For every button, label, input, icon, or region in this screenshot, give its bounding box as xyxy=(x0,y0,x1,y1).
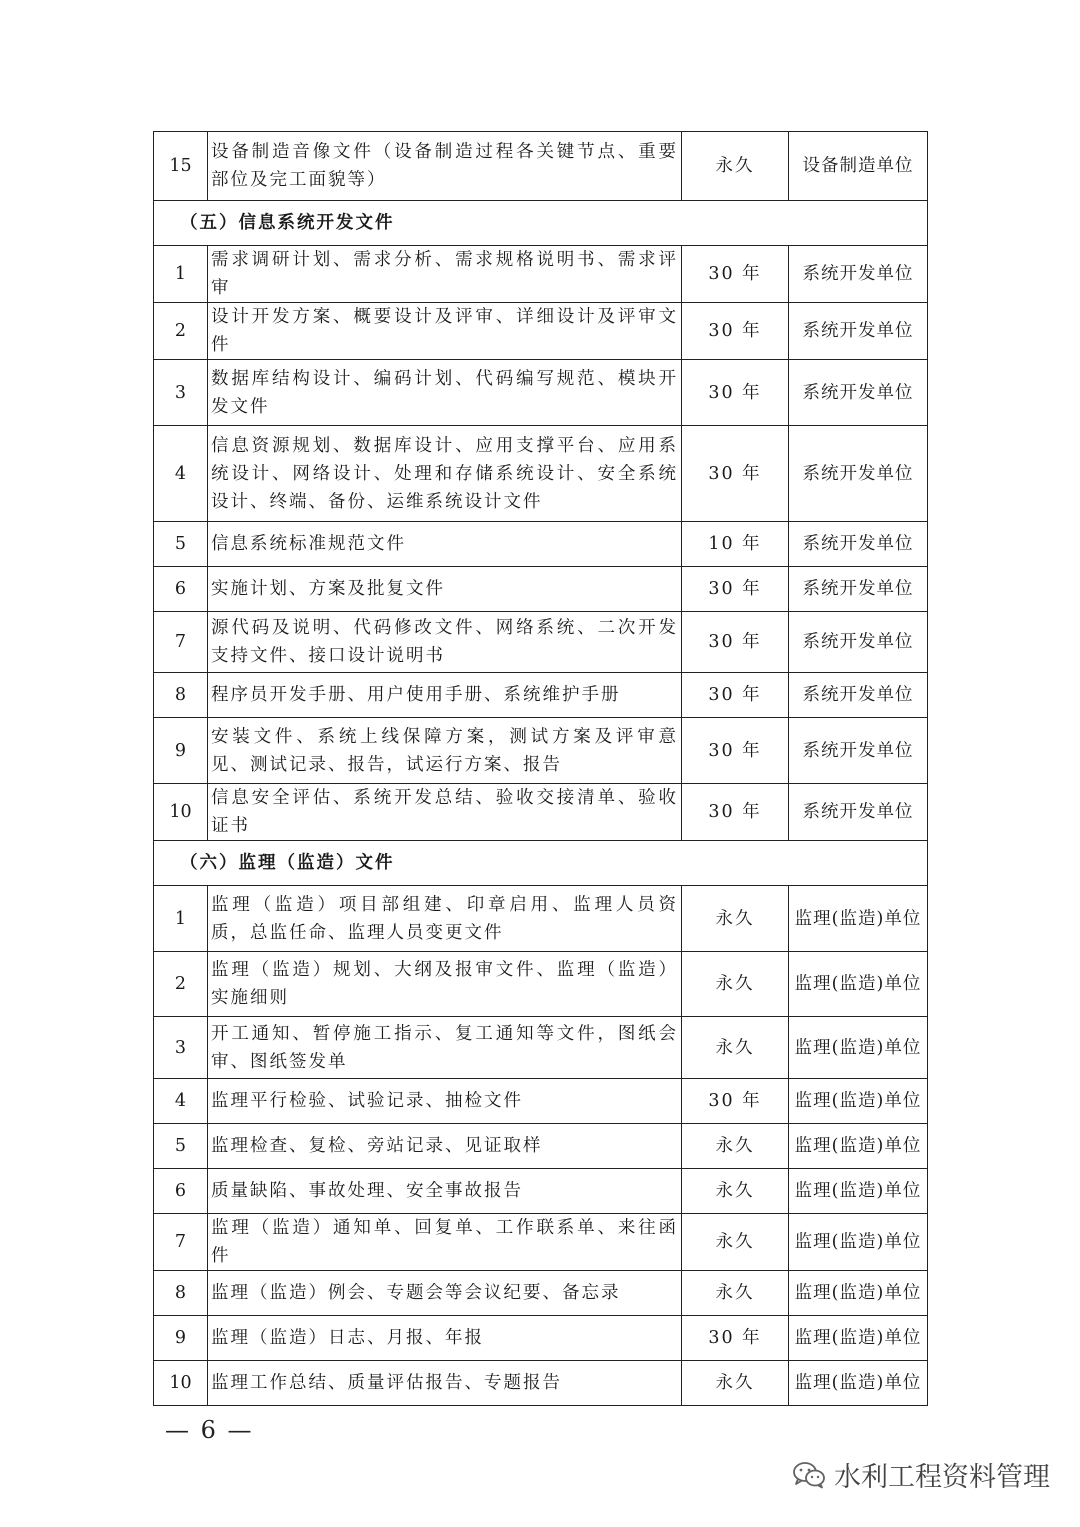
row-content: 设备制造音像文件（设备制造过程各关键节点、重要部位及完工面貌等） xyxy=(208,132,682,201)
row-content: 监理（监造）规划、大纲及报审文件、监理（监造）实施细则 xyxy=(208,952,682,1017)
row-content: 监理检查、复检、旁站记录、见证取样 xyxy=(208,1124,682,1169)
row-content: 信息资源规划、数据库设计、应用支撑平台、应用系统设计、网络设计、处理和存储系统设计、安全系统设计、终端、备份、运维系统设计文件 xyxy=(208,426,682,522)
wechat-icon xyxy=(792,1461,826,1489)
row-responsible-unit: 监理(监造)单位 xyxy=(789,1017,928,1079)
row-retention-period: 30 年 xyxy=(682,612,789,673)
table-row xyxy=(154,952,928,1017)
table-row xyxy=(154,1169,928,1214)
row-number: 5 xyxy=(154,1124,208,1169)
table-row xyxy=(154,886,928,952)
row-number: 3 xyxy=(154,360,208,426)
table-row xyxy=(154,522,928,567)
row-number: 1 xyxy=(154,246,208,303)
watermark-text: 水利工程资料管理 xyxy=(834,1462,1050,1493)
row-number: 3 xyxy=(154,1017,208,1079)
row-number: 6 xyxy=(154,567,208,612)
row-responsible-unit: 系统开发单位 xyxy=(789,784,928,841)
row-responsible-unit: 监理(监造)单位 xyxy=(789,1079,928,1124)
row-number: 4 xyxy=(154,426,208,522)
row-responsible-unit: 监理(监造)单位 xyxy=(789,1316,928,1361)
row-retention-period: 30 年 xyxy=(682,1316,789,1361)
row-content: 实施计划、方案及批复文件 xyxy=(208,567,682,612)
row-responsible-unit: 系统开发单位 xyxy=(789,567,928,612)
row-retention-period: 10 年 xyxy=(682,522,789,567)
row-responsible-unit: 监理(监造)单位 xyxy=(789,1271,928,1316)
row-retention-period: 30 年 xyxy=(682,673,789,718)
row-responsible-unit: 监理(监造)单位 xyxy=(789,1124,928,1169)
table-row xyxy=(154,1271,928,1316)
section-header-row xyxy=(154,201,928,246)
row-retention-period: 永久 xyxy=(682,132,789,201)
row-number: 1 xyxy=(154,886,208,952)
table-row xyxy=(154,1316,928,1361)
row-responsible-unit: 系统开发单位 xyxy=(789,360,928,426)
row-responsible-unit: 监理(监造)单位 xyxy=(789,1214,928,1271)
section-header-row xyxy=(154,841,928,886)
row-content: 数据库结构设计、编码计划、代码编写规范、模块开发文件 xyxy=(208,360,682,426)
row-content: 开工通知、暂停施工指示、复工通知等文件，图纸会审、图纸签发单 xyxy=(208,1017,682,1079)
row-content: 监理（监造）项目部组建、印章启用、监理人员资质，总监任命、监理人员变更文件 xyxy=(208,886,682,952)
row-content: 信息系统标准规范文件 xyxy=(208,522,682,567)
watermark xyxy=(792,1455,1050,1494)
row-content: 监理（监造）日志、月报、年报 xyxy=(208,1316,682,1361)
table-row xyxy=(154,718,928,784)
table-row xyxy=(154,360,928,426)
row-number: 4 xyxy=(154,1079,208,1124)
row-retention-period: 30 年 xyxy=(682,360,789,426)
row-responsible-unit: 系统开发单位 xyxy=(789,673,928,718)
row-retention-period: 永久 xyxy=(682,1124,789,1169)
row-responsible-unit: 监理(监造)单位 xyxy=(789,952,928,1017)
row-responsible-unit: 系统开发单位 xyxy=(789,426,928,522)
row-content: 源代码及说明、代码修改文件、网络系统、二次开发支持文件、接口设计说明书 xyxy=(208,612,682,673)
section-title: （五）信息系统开发文件 xyxy=(154,201,928,246)
row-responsible-unit: 系统开发单位 xyxy=(789,246,928,303)
table-row xyxy=(154,1361,928,1406)
row-number: 15 xyxy=(154,132,208,201)
row-responsible-unit: 系统开发单位 xyxy=(789,718,928,784)
archive-table xyxy=(153,131,928,1406)
row-retention-period: 30 年 xyxy=(682,784,789,841)
section-title: （六）监理（监造）文件 xyxy=(154,841,928,886)
row-number: 2 xyxy=(154,303,208,360)
row-number: 10 xyxy=(154,784,208,841)
row-number: 8 xyxy=(154,1271,208,1316)
row-retention-period: 30 年 xyxy=(682,426,789,522)
row-retention-period: 30 年 xyxy=(682,1079,789,1124)
row-number: 7 xyxy=(154,1214,208,1271)
table-row xyxy=(154,1079,928,1124)
row-retention-period: 永久 xyxy=(682,886,789,952)
row-content: 监理工作总结、质量评估报告、专题报告 xyxy=(208,1361,682,1406)
row-retention-period: 30 年 xyxy=(682,718,789,784)
row-content: 质量缺陷、事故处理、安全事故报告 xyxy=(208,1169,682,1214)
row-retention-period: 30 年 xyxy=(682,246,789,303)
row-number: 6 xyxy=(154,1169,208,1214)
page-number: — 6 — xyxy=(165,1416,254,1444)
table-row xyxy=(154,1017,928,1079)
table-row xyxy=(154,246,928,303)
row-content: 监理（监造）例会、专题会等会议纪要、备忘录 xyxy=(208,1271,682,1316)
table-row xyxy=(154,1214,928,1271)
row-number: 2 xyxy=(154,952,208,1017)
row-retention-period: 永久 xyxy=(682,1361,789,1406)
row-responsible-unit: 系统开发单位 xyxy=(789,522,928,567)
row-content: 需求调研计划、需求分析、需求规格说明书、需求评审 xyxy=(208,246,682,303)
row-content: 监理（监造）通知单、回复单、工作联系单、来往函件 xyxy=(208,1214,682,1271)
row-retention-period: 永久 xyxy=(682,1271,789,1316)
table-row xyxy=(154,1124,928,1169)
row-content: 信息安全评估、系统开发总结、验收交接清单、验收证书 xyxy=(208,784,682,841)
row-responsible-unit: 监理(监造)单位 xyxy=(789,1169,928,1214)
row-content: 监理平行检验、试验记录、抽检文件 xyxy=(208,1079,682,1124)
row-retention-period: 30 年 xyxy=(682,303,789,360)
row-retention-period: 永久 xyxy=(682,952,789,1017)
row-number: 9 xyxy=(154,718,208,784)
table-row xyxy=(154,673,928,718)
row-retention-period: 永久 xyxy=(682,1017,789,1079)
row-responsible-unit: 监理(监造)单位 xyxy=(789,1361,928,1406)
row-number: 8 xyxy=(154,673,208,718)
row-retention-period: 永久 xyxy=(682,1214,789,1271)
row-retention-period: 30 年 xyxy=(682,567,789,612)
table-row xyxy=(154,303,928,360)
row-number: 5 xyxy=(154,522,208,567)
row-content: 程序员开发手册、用户使用手册、系统维护手册 xyxy=(208,673,682,718)
row-number: 9 xyxy=(154,1316,208,1361)
row-retention-period: 永久 xyxy=(682,1169,789,1214)
table-row xyxy=(154,426,928,522)
table-row xyxy=(154,132,928,201)
table-row xyxy=(154,567,928,612)
row-content: 设计开发方案、概要设计及评审、详细设计及评审文件 xyxy=(208,303,682,360)
table-row xyxy=(154,784,928,841)
row-responsible-unit: 设备制造单位 xyxy=(789,132,928,201)
row-responsible-unit: 监理(监造)单位 xyxy=(789,886,928,952)
row-responsible-unit: 系统开发单位 xyxy=(789,303,928,360)
table-row xyxy=(154,612,928,673)
row-content: 安装文件、系统上线保障方案，测试方案及评审意见、测试记录、报告，试运行方案、报告 xyxy=(208,718,682,784)
row-responsible-unit: 系统开发单位 xyxy=(789,612,928,673)
row-number: 7 xyxy=(154,612,208,673)
row-number: 10 xyxy=(154,1361,208,1406)
